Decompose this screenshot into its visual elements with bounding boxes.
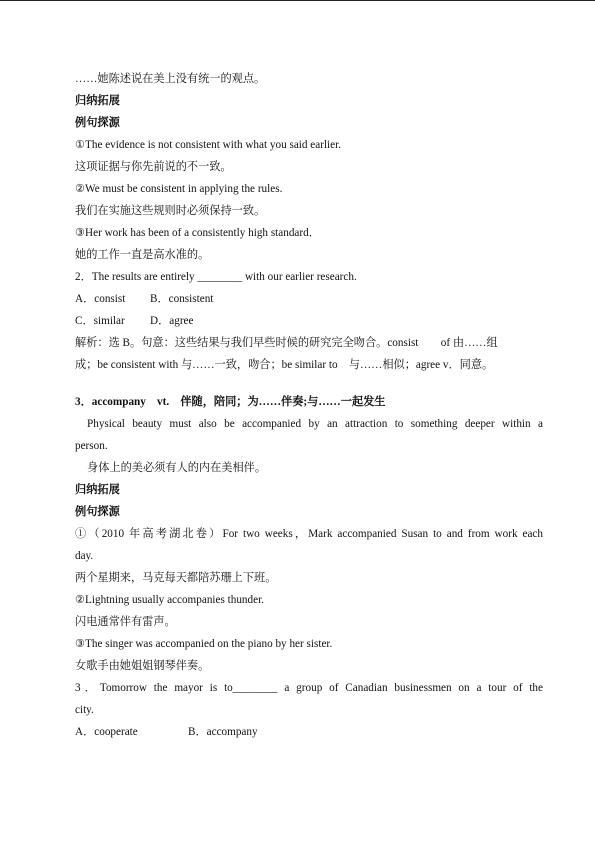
analysis-line: 成；be consistent with 与……一致，吻合；be similar to 与……相似；agree v．同意。	[75, 359, 494, 371]
options-row	[75, 288, 543, 310]
trailing-translation: ……她陈述说在美上没有统一的观点。	[75, 73, 266, 85]
example-zh: 闪电通常伴有雷声。	[75, 616, 176, 628]
section-gap	[75, 376, 543, 391]
example-en: ①（2010 年高考湖北卷）For two weeks，Mark accompanied Susan to and from work each	[75, 528, 543, 540]
example-en: ②Lightning usually accompanies thunder.	[75, 594, 264, 606]
option-c: C．similar	[75, 315, 125, 327]
option-b: B．accompany	[188, 726, 258, 738]
example-zh: 两个星期来，马克每天都陪苏珊上下班。	[75, 572, 277, 584]
example-en: ②We must be consistent in applying the rules.	[75, 183, 283, 195]
heading-examples: 例句探源	[75, 506, 120, 518]
example-en: ③Her work has been of a consistently high standard．	[75, 227, 320, 239]
intro-en-line: Physical beauty must also be accompanied by an attraction to something deeper within a	[87, 418, 543, 430]
intro-zh: 身体上的美必须有人的内在美相伴。	[87, 462, 267, 474]
example-en: day.	[75, 550, 94, 562]
options-row	[75, 721, 543, 743]
example-en: ③The singer was accompanied on the piano by her sister.	[75, 638, 333, 650]
document-page	[75, 68, 543, 743]
option-a: A．consist	[75, 293, 126, 305]
options-row	[75, 310, 543, 332]
example-zh: 女歌手由她姐姐钢琴伴奏。	[75, 660, 210, 672]
option-a: A．cooperate	[75, 726, 138, 738]
option-b: B．consistent	[150, 293, 214, 305]
question-text: 2．The results are entirely ________ with our earlier research.	[75, 271, 357, 283]
heading-expand: 归纳拓展	[75, 484, 120, 496]
example-zh: 我们在实施这些规则时必须保持一致。	[75, 205, 266, 217]
intro-en-line: person.	[75, 440, 108, 452]
example-zh: 她的工作一直是高水准的。	[75, 249, 210, 261]
analysis-line: 解析：选 B。句意：这些结果与我们早些时候的研究完全吻合。consist of 由……组	[75, 337, 498, 349]
heading-examples: 例句探源	[75, 117, 120, 129]
example-en: ①The evidence is not consistent with what you said earlier.	[75, 139, 342, 151]
heading-expand: 归纳拓展	[75, 95, 120, 107]
section-title: 3．accompany vt. 伴随，陪同；为……伴奏;与……一起发生	[75, 396, 386, 408]
example-zh: 这项证据与你先前说的不一致。	[75, 161, 232, 173]
top-border-line	[0, 0, 595, 1]
option-d: D．agree	[150, 315, 194, 327]
question-text: city.	[75, 704, 94, 716]
question-text: 3．Tomorrow the mayor is to________ a group of Canadian businessmen on a tour of the	[75, 682, 543, 694]
